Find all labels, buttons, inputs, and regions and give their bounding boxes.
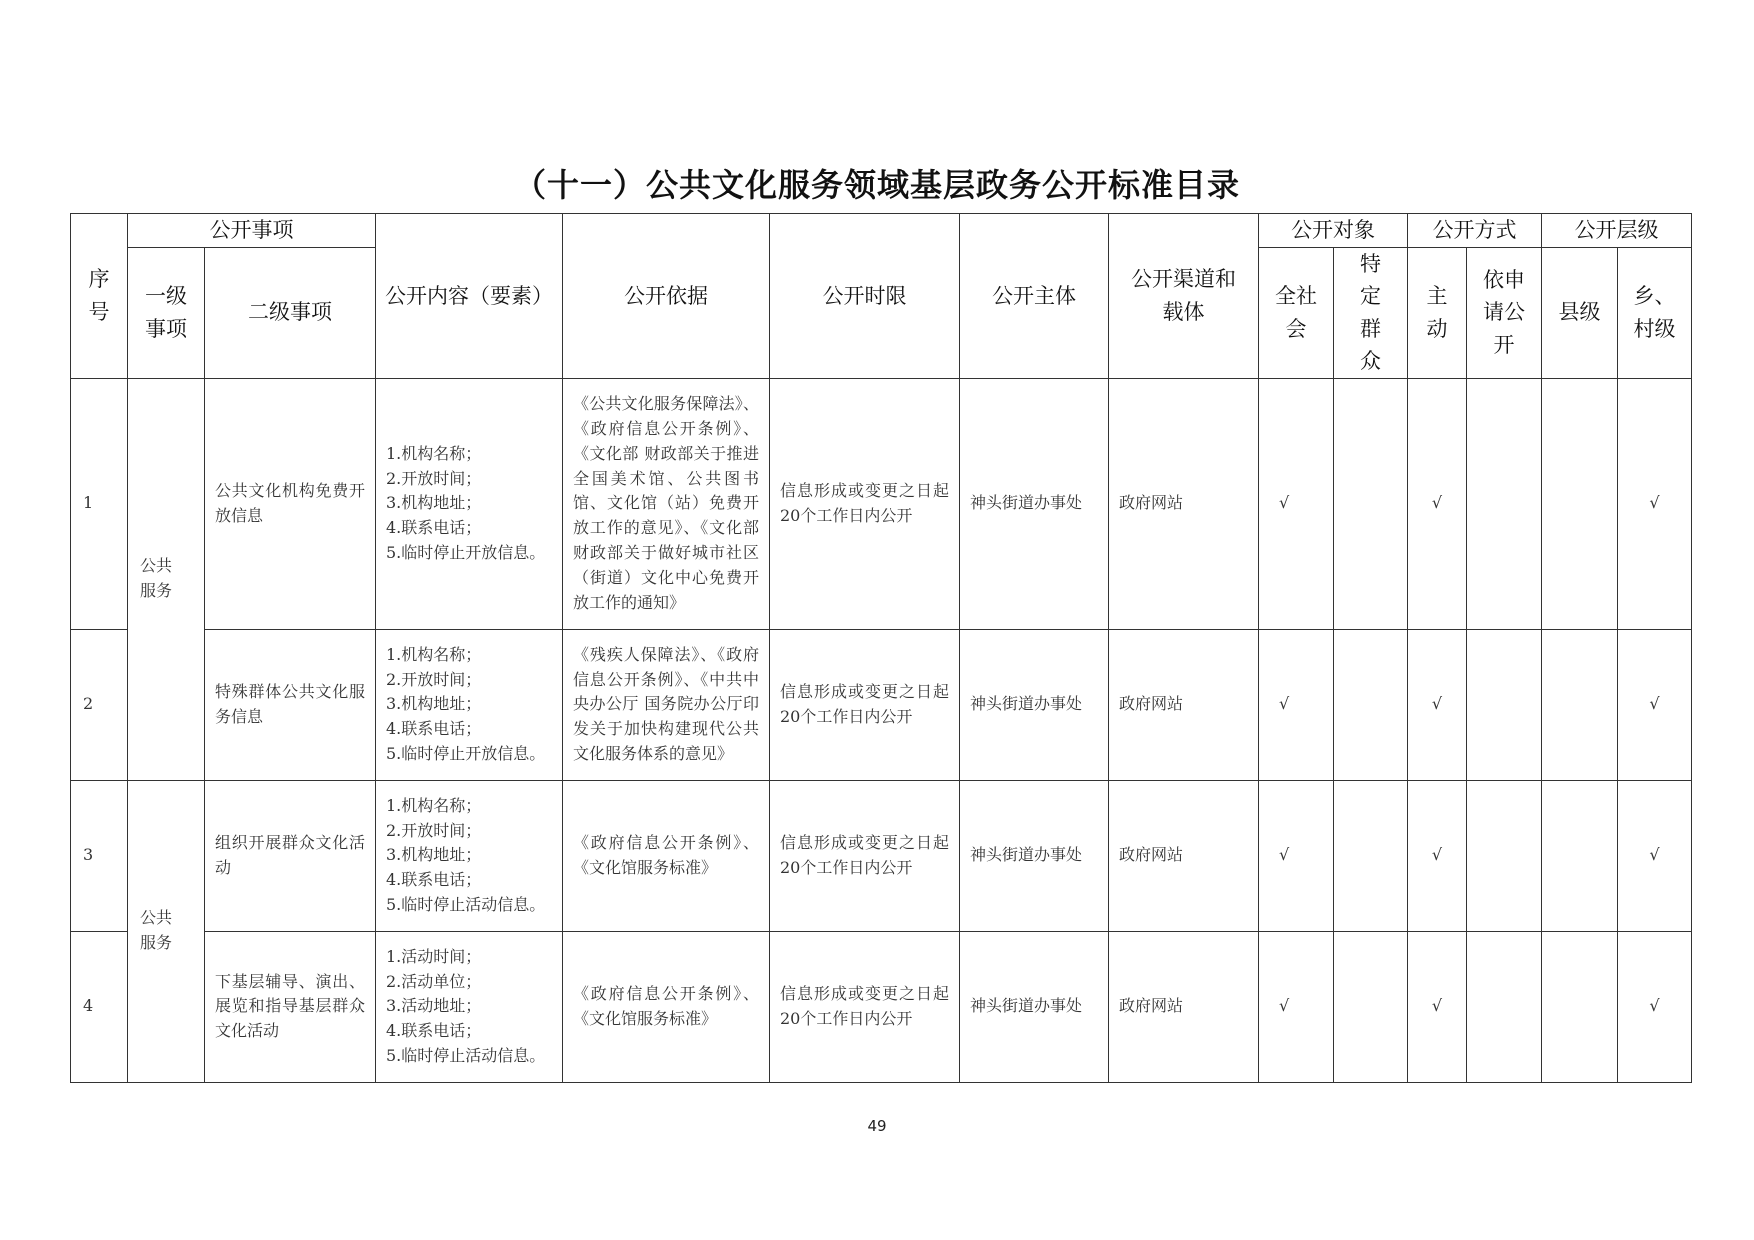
- mark-method-request: [1467, 629, 1542, 780]
- disclosure-catalog-table: [70, 213, 1692, 1083]
- mark-target-specific: [1334, 931, 1408, 1082]
- header-level-county: 县级: [1542, 247, 1618, 378]
- table-row: [71, 629, 1692, 780]
- table-row: [71, 931, 1692, 1082]
- header-channel: 公开渠道和载体: [1109, 214, 1259, 379]
- header-seq: 序号: [71, 214, 128, 379]
- row-item: 组织开展群众文化活动: [205, 780, 376, 931]
- category-cell: [128, 378, 205, 780]
- table-row: [71, 780, 1692, 931]
- row-item: 公共文化机构免费开放信息: [205, 378, 376, 629]
- page-number: 49: [867, 1117, 887, 1135]
- row-channel: 政府网站: [1109, 378, 1259, 629]
- row-item: 特殊群体公共文化服务信息: [205, 629, 376, 780]
- mark-level-county: [1542, 629, 1618, 780]
- mark-method-request: [1467, 931, 1542, 1082]
- header-subject: 公开主体: [960, 214, 1109, 379]
- header-items-group: 公开事项: [128, 214, 376, 248]
- table-header: [71, 214, 1692, 379]
- content-line: 4.联系电话；: [386, 1021, 482, 1041]
- category-label: 公共服务: [140, 908, 173, 953]
- table-row: [71, 378, 1692, 629]
- content-line: 1.机构名称；: [386, 644, 482, 664]
- header-content: 公开内容（要素）: [376, 214, 563, 379]
- mark-level-town: √: [1618, 629, 1692, 780]
- header-target-group: 公开对象: [1259, 214, 1408, 248]
- content-line: 3.机构地址；: [386, 694, 482, 714]
- header-time-limit: 公开时限: [770, 214, 960, 379]
- row-time-limit: 信息形成或变更之日起20个工作日内公开: [770, 931, 960, 1082]
- content-line: 4.联系电话；: [386, 518, 482, 538]
- header-level2: 二级事项: [205, 247, 376, 378]
- content-line: 2.活动单位；: [386, 971, 482, 991]
- row-item: 下基层辅导、演出、展览和指导基层群众文化活动: [205, 931, 376, 1082]
- row-basis: 《政府信息公开条例》、《文化馆服务标准》: [563, 931, 770, 1082]
- mark-target-specific: [1334, 378, 1408, 629]
- header-method-active: 主动: [1408, 247, 1467, 378]
- page-title: （十一）公共文化服务领域基层政务公开标准目录: [513, 166, 1240, 204]
- row-channel: 政府网站: [1109, 629, 1259, 780]
- mark-target-specific: [1334, 629, 1408, 780]
- content-line: 3.机构地址；: [386, 493, 482, 513]
- mark-method-active: √: [1408, 780, 1467, 931]
- mark-method-active: √: [1408, 378, 1467, 629]
- mark-level-town: √: [1618, 378, 1692, 629]
- row-subject: 神头街道办事处: [960, 931, 1109, 1082]
- mark-target-all: √: [1259, 378, 1334, 629]
- row-seq: 4: [71, 931, 128, 1082]
- row-channel: 政府网站: [1109, 780, 1259, 931]
- content-line: 1.机构名称；: [386, 443, 482, 463]
- row-content: [376, 629, 563, 780]
- row-channel: 政府网站: [1109, 931, 1259, 1082]
- content-line: 1.机构名称；: [386, 795, 482, 815]
- header-method-group: 公开方式: [1408, 214, 1542, 248]
- row-content: [376, 378, 563, 629]
- content-line: 1.活动时间；: [386, 946, 482, 966]
- mark-level-county: [1542, 931, 1618, 1082]
- mark-level-county: [1542, 780, 1618, 931]
- content-line: 5.临时停止开放信息。: [386, 743, 546, 763]
- mark-level-town: √: [1618, 780, 1692, 931]
- content-line: 3.活动地址；: [386, 996, 482, 1016]
- header-level1: 一级事项: [128, 247, 205, 378]
- header-method-request: 依申请公开: [1467, 247, 1542, 378]
- row-content: [376, 931, 563, 1082]
- mark-target-all: √: [1259, 780, 1334, 931]
- row-basis: 《公共文化服务保障法》、《政府信息公开条例》、《文化部 财政部关于推进全国美术馆、公共图书馆、文化馆（站）免费开放工作的意见》、《文化部 财政部关于做好城市社区（街道）文化中心免费开放工作的通知》: [563, 378, 770, 629]
- header-target-all: 全社会: [1259, 247, 1334, 378]
- content-line: 4.联系电话；: [386, 870, 482, 890]
- row-basis: 《残疾人保障法》、《政府信息公开条例》、《中共中央办公厅 国务院办公厅印发关于加快构建现代公共文化服务体系的意见》: [563, 629, 770, 780]
- mark-target-all: √: [1259, 931, 1334, 1082]
- category-cell: [128, 780, 205, 1082]
- header-level-town: 乡、村级: [1618, 247, 1692, 378]
- mark-target-specific: [1334, 780, 1408, 931]
- content-line: 4.联系电话；: [386, 719, 482, 739]
- mark-method-active: √: [1408, 629, 1467, 780]
- row-content: [376, 780, 563, 931]
- header-level-group: 公开层级: [1542, 214, 1692, 248]
- content-line: 2.开放时间；: [386, 468, 482, 488]
- mark-method-request: [1467, 378, 1542, 629]
- content-line: 5.临时停止活动信息。: [386, 1045, 546, 1065]
- content-line: 2.开放时间；: [386, 820, 482, 840]
- row-seq: 1: [71, 378, 128, 629]
- row-time-limit: 信息形成或变更之日起20个工作日内公开: [770, 780, 960, 931]
- content-line: 3.机构地址；: [386, 845, 482, 865]
- row-subject: 神头街道办事处: [960, 378, 1109, 629]
- mark-target-all: √: [1259, 629, 1334, 780]
- content-line: 5.临时停止开放信息。: [386, 542, 546, 562]
- mark-method-active: √: [1408, 931, 1467, 1082]
- content-line: 2.开放时间；: [386, 669, 482, 689]
- mark-level-town: √: [1618, 931, 1692, 1082]
- row-time-limit: 信息形成或变更之日起20个工作日内公开: [770, 378, 960, 629]
- row-subject: 神头街道办事处: [960, 629, 1109, 780]
- row-seq: 3: [71, 780, 128, 931]
- mark-level-county: [1542, 378, 1618, 629]
- mark-method-request: [1467, 780, 1542, 931]
- row-subject: 神头街道办事处: [960, 780, 1109, 931]
- header-target-specific: 特定群众: [1334, 247, 1408, 378]
- row-basis: 《政府信息公开条例》、《文化馆服务标准》: [563, 780, 770, 931]
- row-time-limit: 信息形成或变更之日起20个工作日内公开: [770, 629, 960, 780]
- row-seq: 2: [71, 629, 128, 780]
- category-label: 公共服务: [140, 556, 173, 601]
- content-line: 5.临时停止活动信息。: [386, 894, 546, 914]
- header-basis: 公开依据: [563, 214, 770, 379]
